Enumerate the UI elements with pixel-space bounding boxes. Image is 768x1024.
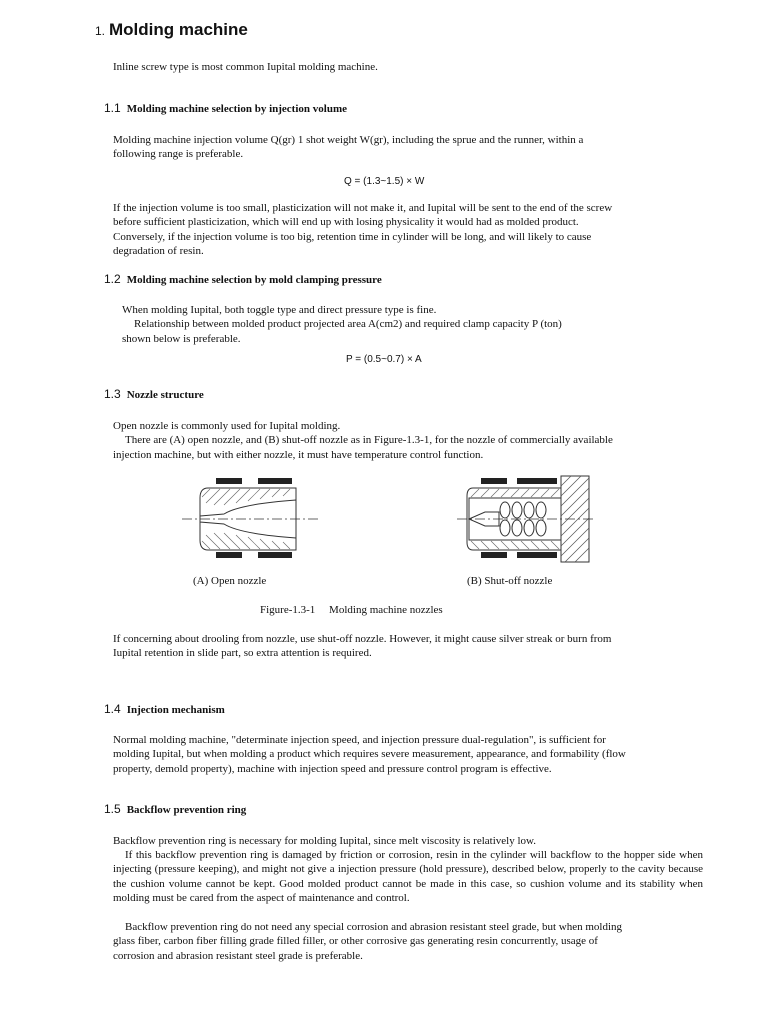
heater-band xyxy=(517,478,557,484)
section-1-3-text-2 xyxy=(113,632,703,661)
text-line: Molding machine injection volume Q(gr) 1 shot weight W(gr), including the sprue and the runner, within a xyxy=(113,134,584,146)
heater-band xyxy=(258,552,292,558)
heater-band xyxy=(481,552,507,558)
section-number: 1.3 xyxy=(104,387,121,401)
text-line: Normal molding machine, "determinate injection speed, and injection pressure dual-regulation", is sufficient for xyxy=(113,734,606,746)
text-line: Iupital retention in slide part, so extra attention is required. xyxy=(113,647,372,660)
text-line: Open nozzle is commonly used for Iupital molding. xyxy=(113,420,341,432)
text-line: When molding Iupital, both toggle type and direct pressure type is fine. xyxy=(122,304,437,316)
section-1-4-heading xyxy=(104,702,225,716)
text-line: degradation of resin. xyxy=(113,245,204,258)
text-line: If concerning about drooling from nozzle, use shut-off nozzle. However, it might cause silver streak or burn from xyxy=(113,633,612,645)
text-line: There are (A) open nozzle, and (B) shut-off nozzle as in Figure-1.3-1, for the nozzle of commercially available xyxy=(125,434,613,447)
text-line: before sufficient plasticization, which will end up with losing physicality it would had as molded product. xyxy=(113,216,579,229)
title-number: 1. xyxy=(95,24,106,38)
page-title xyxy=(95,20,248,40)
section-title: Molding machine selection by mold clamping pressure xyxy=(126,274,382,286)
section-number: 1.5 xyxy=(104,802,121,816)
text-line: molding Iupital, but when molding a product which requires severe measurement, appearance, and formability (flow xyxy=(113,748,626,761)
text-line: If the injection volume is too small, plasticization will not make it, and Iupital will be sent to the end of the screw xyxy=(113,202,613,214)
section-number: 1.4 xyxy=(104,702,121,716)
section-1-5-paragraph: If this backflow prevention ring is damaged by friction or corrosion, resin in the cylinder will backflow to the hopper side when injecting (pressure keeping), and might not give a injection pressure (hold pressure), described below, properly to the cavity because the cushion volume cannot be kept. Good molded product cannot be made in this case, so cushion volume and its stability when molding must be cared from the aspect of maintenance and control. xyxy=(113,849,703,905)
intro-text: Inline screw type is most common Iupital molding machine. xyxy=(113,61,378,73)
section-1-3-heading xyxy=(104,387,204,401)
title-text: Molding machine xyxy=(109,20,248,39)
shut-off-nozzle-figure xyxy=(455,474,595,564)
section-1-1-text xyxy=(113,133,703,162)
text-line: corrosion and abrasion resistant steel grade is preferable. xyxy=(113,949,363,962)
text-line: property, demold property), machine with injection speed and pressure control program is effective. xyxy=(113,762,552,775)
heater-band xyxy=(258,478,292,484)
figure-label-open-nozzle: (A) Open nozzle xyxy=(193,575,267,587)
section-title: Molding machine selection by injection volume xyxy=(126,103,347,115)
text-line: Conversely, if the injection volume is too big, retention time in cylinder will be long, and will likely to cause xyxy=(113,230,592,243)
section-number: 1.1 xyxy=(104,101,121,115)
text-line: Relationship between molded product projected area A(cm2) and required clamp capacity P (ton) xyxy=(134,318,562,331)
text-line: Backflow prevention ring do not need any special corrosion and abrasion resistant steel grade, but when molding xyxy=(125,921,623,933)
text-line: injection machine, but with either nozzle, it must have temperature control function. xyxy=(113,448,484,461)
section-1-2-heading xyxy=(104,272,382,286)
formula-q: Q = (1.3~1.5) × W xyxy=(344,176,425,187)
section-1-5-text xyxy=(113,834,703,848)
section-1-1-text-2 xyxy=(113,201,703,259)
text-line: following range is preferable. xyxy=(113,148,244,161)
section-number: 1.2 xyxy=(104,272,121,286)
heater-band xyxy=(216,552,242,558)
formula-p: P = (0.5~0.7) × A xyxy=(346,354,422,365)
open-nozzle-figure xyxy=(180,474,320,564)
section-1-3-text xyxy=(113,419,703,462)
section-1-1-heading xyxy=(104,101,347,115)
section-1-4-text xyxy=(113,733,703,776)
section-title: Injection mechanism xyxy=(126,704,225,716)
text-line: Backflow prevention ring is necessary for molding Iupital, since melt viscosity is relatively low. xyxy=(113,835,536,847)
figure-label-shut-off-nozzle: (B) Shut-off nozzle xyxy=(467,575,553,587)
heater-band xyxy=(216,478,242,484)
figure-caption: Figure-1.3-1 Molding machine nozzles xyxy=(260,604,443,616)
section-title: Nozzle structure xyxy=(126,389,204,401)
heater-band xyxy=(481,478,507,484)
text-line: glass fiber, carbon fiber filling grade filled filler, or other corrosive gas generating resin concurrently, usage of xyxy=(113,935,598,948)
section-1-5-text-3 xyxy=(113,920,703,963)
section-1-2-text xyxy=(122,303,712,346)
heater-band xyxy=(517,552,557,558)
text-line: shown below is preferable. xyxy=(122,332,241,345)
section-1-5-heading xyxy=(104,802,246,816)
section-title: Backflow prevention ring xyxy=(126,804,247,816)
